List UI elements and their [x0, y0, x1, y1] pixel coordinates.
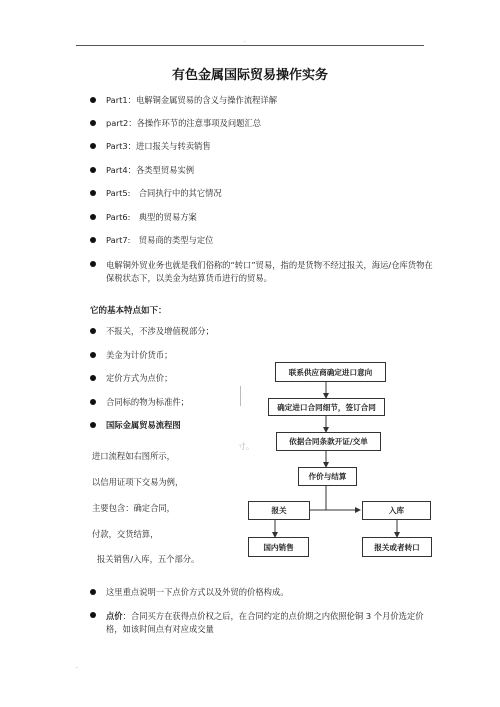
feature-text: 定价方式为点价；: [106, 373, 173, 383]
note-text: 这里重点说明一下点价方式以及外贸的价格构成。: [106, 587, 289, 597]
flow-box-pricing-settlement: 作价与结算: [298, 467, 357, 486]
left-text-line: 报关销售/入库，五个部分。: [97, 554, 200, 564]
flow-box-customs: 报关: [248, 501, 310, 520]
flow-box-sign-contract: 确定进口合同细节，签订合同: [268, 398, 385, 416]
left-text-line: 主要包含：确定合同，: [92, 503, 175, 513]
header-mark: .: [244, 37, 246, 44]
flow-box-warehouse: 入库: [362, 501, 431, 520]
features-heading: 它的基本特点如下：: [90, 306, 167, 316]
list-item-text: Part5: 合同执行中的其它情况: [106, 188, 222, 198]
feature-text: 合同标的物为标准件；: [106, 397, 189, 407]
left-text-line: 付款，交货结算，: [92, 529, 159, 539]
feature-text: 不报关，不涉及增值税部分；: [106, 326, 214, 336]
footer-mark: .: [76, 663, 78, 670]
bullet-icon: [90, 589, 96, 595]
intro-text: 电解铜外贸业务也就是我们俗称的“转口”贸易，指的是货物不经过报关，海运/仓库货物在保税状态下，以美金为结算货币进行的贸易。: [106, 260, 433, 283]
flow-box-contact-supplier: 联系供应商确定进口意向: [275, 362, 386, 382]
page-title: 有色金属国际贸易操作实务: [171, 68, 328, 83]
bullet-icon: [90, 612, 96, 618]
feature-text: 美金为计价货币；: [106, 350, 173, 360]
list-item-text: part2：各操作环节的注意事项及问题汇总: [106, 118, 262, 128]
list-item-text: Part6: 典型的贸易方案: [106, 212, 197, 222]
flow-box-domestic-sales: 国内销售: [248, 537, 309, 557]
left-text-line: 以信用证项下交易为例，: [92, 477, 184, 487]
flow-heading: 国际金属贸易流程图: [106, 420, 181, 430]
list-item-text: Part4：各类型贸易实例: [106, 165, 195, 175]
list-item-text: Part3：进口报关与转卖销售: [106, 141, 211, 151]
point-price-body: ：合同买方在获得点价权之后，在合同约定的点价期之内依照伦铜 3 个月价选定价格，如该时间点有对应成交量: [106, 611, 424, 634]
flow-box-customs-or-reexport: 报关或者转口: [362, 537, 432, 557]
left-text-line: 进口流程如右图所示，: [92, 451, 175, 461]
list-item-text: Part1：电解铜金属贸易的含义与操作流程详解: [106, 95, 278, 105]
point-price-label: 点价: [106, 611, 123, 621]
margin-char: 寸。: [238, 442, 254, 451]
list-item-text: Part7: 贸易商的类型与定位: [106, 235, 214, 245]
point-price-text: [106, 610, 436, 636]
flow-box-open-lc: 依据合同条款开证/交单: [276, 432, 381, 451]
